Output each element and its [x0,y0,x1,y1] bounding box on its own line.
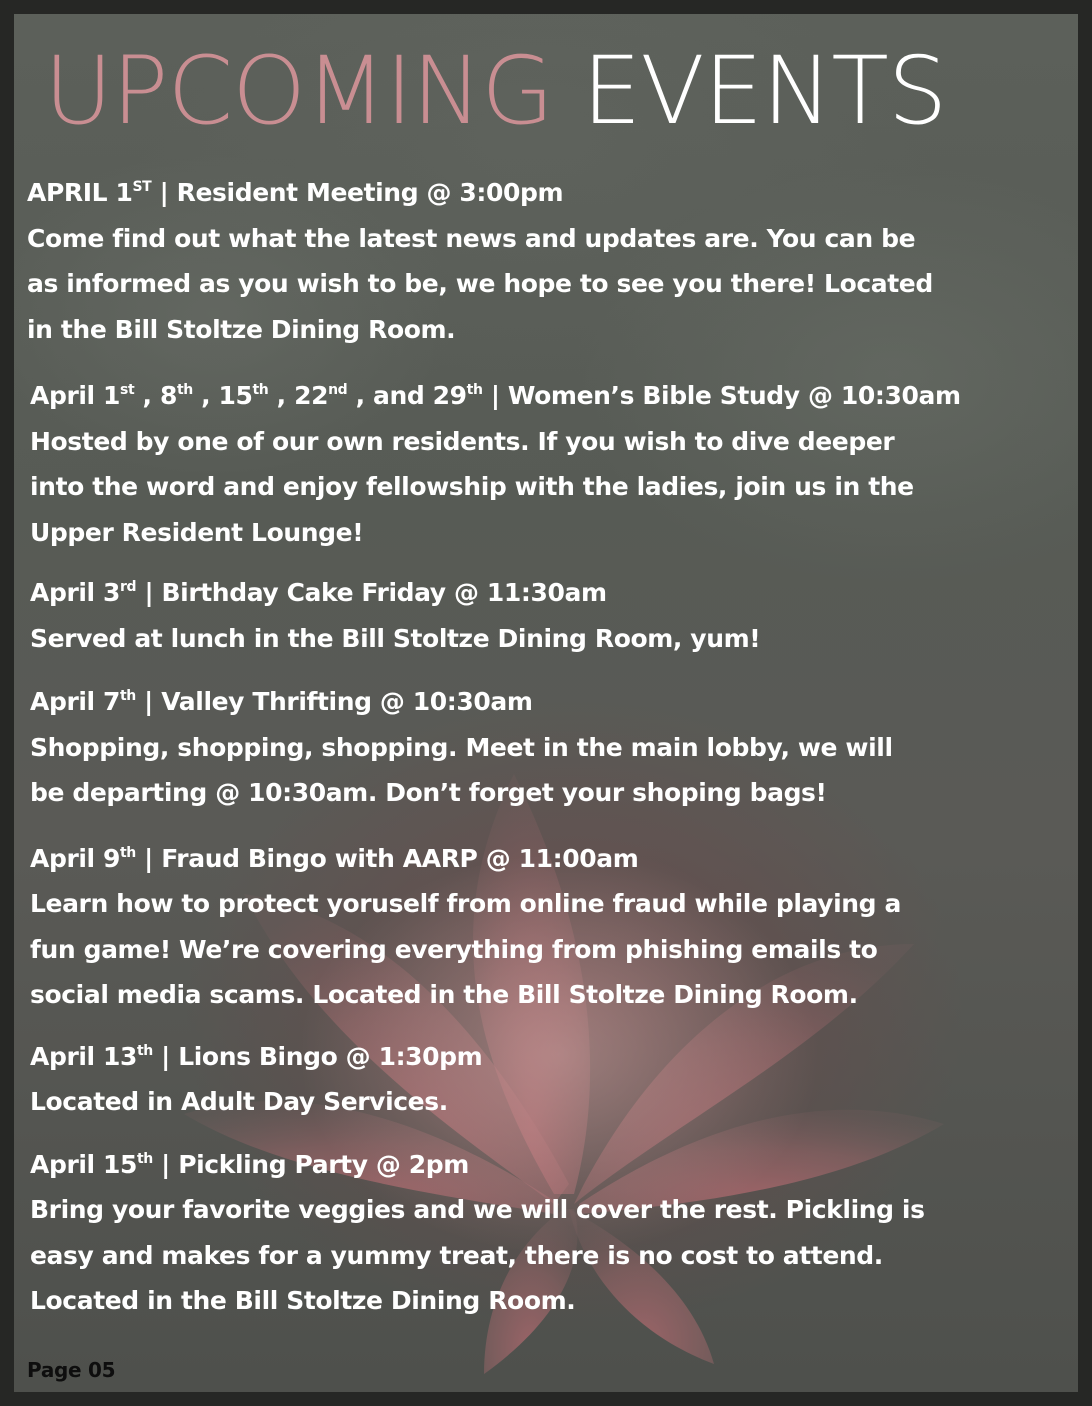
events-panel [14,14,1078,1392]
event-heading [30,373,1067,419]
event-date: April 15 [30,1149,138,1179]
event-separator: | [151,178,177,207]
event-heading [30,1142,1067,1188]
event-item [27,570,1067,661]
event-date-suffix: ST [132,179,152,195]
event-date: April 9 [30,843,121,873]
event-title-time: Women’s Bible Study @ 10:30am [507,381,961,410]
event-date-suffix: rd [120,579,137,595]
event-date: , and 29 [347,381,467,410]
event-date-suffix: th [466,382,483,398]
event-description: Hosted by one of our own residents. If you wish to dive deeper into the word and enjoy fellowship with the ladies, join us in the Upper Resident Lounge! [30,426,914,547]
event-item [27,1034,1067,1125]
event-heading [27,170,1067,216]
event-date-suffix: th [137,1042,153,1059]
event-item [27,1142,1067,1324]
title-upcoming: UPCOMING [44,37,554,146]
event-date: APRIL 1 [27,178,133,207]
event-title-time: Valley Thrifting @ 10:30am [161,687,533,716]
event-date: , 22 [268,381,329,410]
event-date-suffix: th [137,1150,153,1167]
events-list [27,170,1067,1324]
event-date: , 15 [192,381,253,410]
event-heading [30,836,1067,882]
event-item [27,679,1067,816]
event-title-time: Pickling Party @ 2pm [178,1149,469,1179]
event-separator: | [152,1041,179,1071]
event-date-suffix: th [120,844,136,861]
event-title-time: Resident Meeting @ 3:00pm [176,178,564,207]
event-separator: | [136,578,162,607]
event-date: April 7 [30,687,121,716]
event-date: April 13 [30,1041,138,1071]
event-description: Learn how to protect yoruself from online fraud while playing a fun game! We’re covering everything from phishing emails to social media scams. Located in the Bill Stoltze Dining Room. [30,889,901,1009]
event-date: , 8 [134,381,177,410]
event-heading [30,679,1067,725]
event-description: Come find out what the latest news and updates are. You can be as informed as you wish to be, we hope to see you there! Located in the Bill Stoltze Dining Room. [27,223,933,344]
event-date: April 1 [30,381,121,410]
event-description: Bring your favorite veggies and we will cover the rest. Pickling is easy and makes for a yummy treat, there is no cost to attend. Located in the Bill Stoltze Dining Room. [30,1195,925,1315]
event-separator: | [482,381,508,410]
event-heading [30,1034,1067,1080]
event-date: April 3 [30,578,121,607]
page-number: Page 05 [27,1358,116,1382]
event-description: Shopping, shopping, shopping. Meet in the main lobby, we will be departing @ 10:30am. Don’t forget your shoping bags! [30,732,893,807]
event-description: Located in Adult Day Services. [30,1087,448,1116]
event-description: Served at lunch in the Bill Stoltze Dining Room, yum! [30,623,761,653]
event-date-suffix: th [176,382,193,398]
event-date-suffix: th [252,382,269,398]
event-heading [30,570,1067,616]
event-title-time: Birthday Cake Friday @ 11:30am [161,578,607,607]
event-title-time: Fraud Bingo with AARP @ 11:00am [161,843,639,873]
event-title-time: Lions Bingo @ 1:30pm [178,1041,483,1071]
event-separator: | [135,843,162,873]
page-title [44,32,946,152]
event-item [27,373,1067,555]
event-separator: | [152,1149,179,1179]
event-date-suffix: st [120,382,135,398]
event-separator: | [135,687,162,716]
event-item [27,836,1067,1018]
title-events: EVENTS [581,37,947,146]
event-date-suffix: nd [328,382,348,398]
event-item [27,170,1067,352]
event-date-suffix: th [120,688,136,704]
